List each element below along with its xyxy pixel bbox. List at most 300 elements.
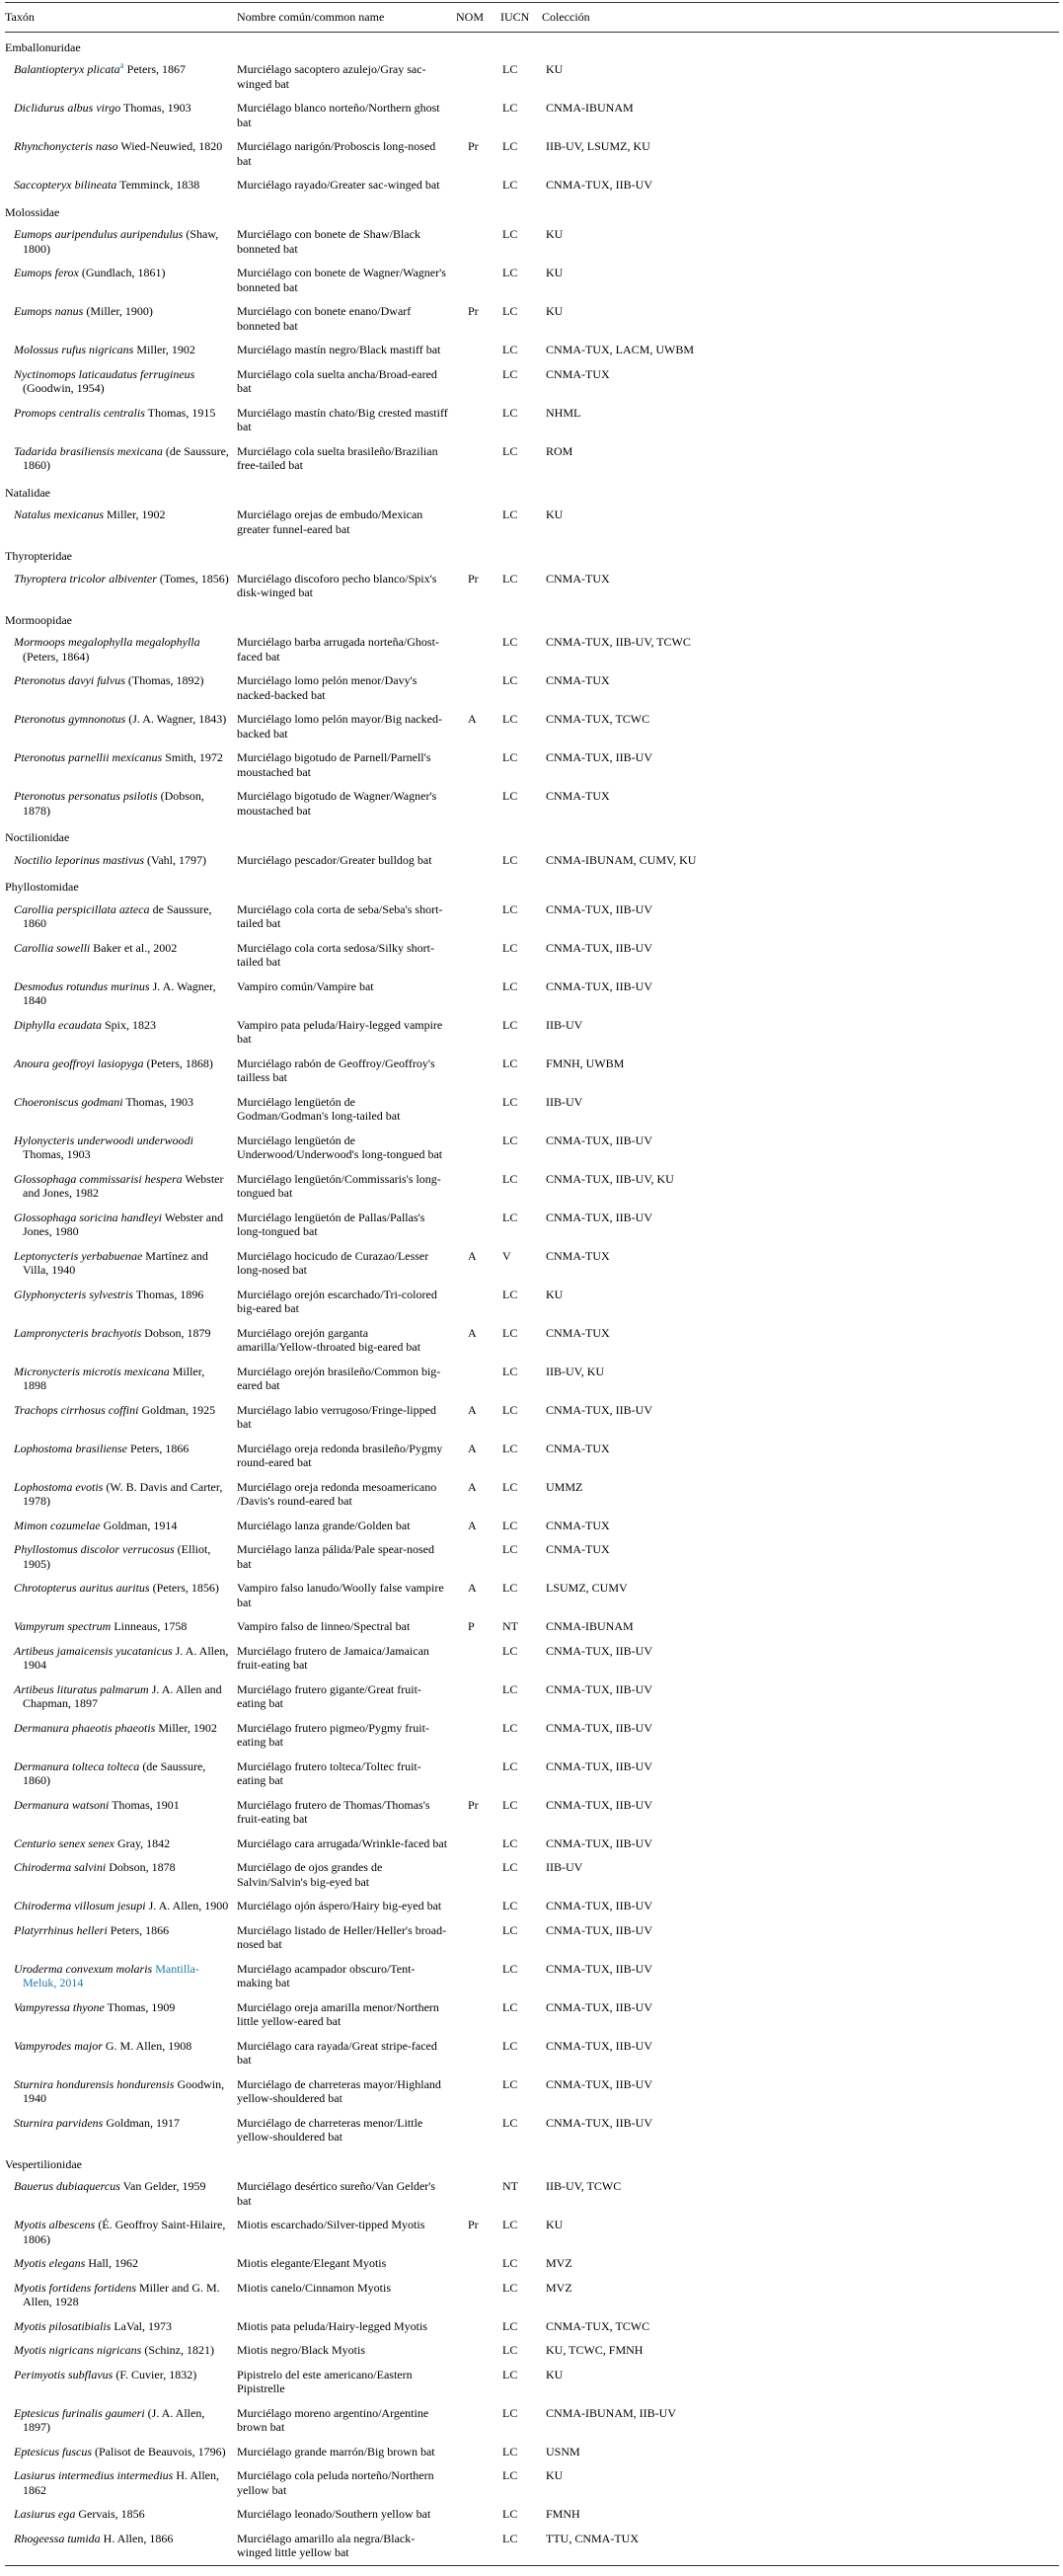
scientific-name: Anoura geoffroyi lasiopyga [14,1055,144,1070]
col-header-iucn: IUCN [500,3,542,33]
nom-status-cell [456,1716,500,1755]
species-row [5,1398,1059,1437]
iucn-status-cell: LC [502,366,518,381]
collection-cell: CNMA-IBUNAM, CUMV, KU [546,852,697,867]
taxon-cell [5,2463,237,2502]
species-row [5,338,1059,362]
taxon-text [5,1095,229,1110]
taxon-text [5,2116,229,2131]
taxon-cell [5,2276,237,2314]
iucn-status-cell: LC [502,1860,518,1874]
author-citation: (Thomas, 1892) [124,673,204,687]
author-citation: Miller, 1902 [133,343,195,356]
nom-status-cell [456,1855,500,1894]
taxon-cell [5,975,237,1013]
scientific-name: Chiroderma salvini [14,1860,107,1874]
species-row [5,936,1059,975]
scientific-name: Hylonycteris underwoodi underwoodi [14,1132,193,1147]
taxon-cell [5,784,237,822]
col-header-taxon: Taxón [5,3,237,33]
iucn-status-cell: LC [502,304,518,318]
taxon-text [5,2256,229,2271]
common-name-cell: Murciélago cola corta sedosa/Silky short-tailed bat [237,940,434,969]
taxon-cell [5,1832,237,1856]
common-name-cell: Miotis pata peluda/Hairy-legged Myotis [237,2318,427,2333]
iucn-status-cell: LC [502,1581,518,1595]
common-name-cell: Murciélago amarillo ala negra/Black-winged little yellow bat [237,2531,416,2559]
scientific-name: Molossus rufus nigricans [14,343,134,356]
species-row [5,2401,1059,2440]
family-name: Mormoopidae [5,612,72,627]
taxon-cell [5,2440,237,2464]
taxon-text [5,789,229,818]
author-citation: Smith, 1972 [162,750,223,764]
taxon-cell [5,1514,237,1538]
nom-status-cell [456,898,500,936]
author-citation: J. A. Allen, 1904 [23,1643,229,1672]
common-name-cell: Murciélago lanza pálida/Pale spear-nosed bat [237,1542,435,1571]
collection-cell: CNMA-TUX [546,789,610,803]
taxon-text [5,941,229,956]
taxon-cell [5,1475,237,1514]
nom-status-cell [456,173,500,197]
species-row [5,1360,1059,1398]
taxon-cell [5,2174,237,2213]
collection-cell: KU [546,266,564,279]
nom-status-cell [456,1639,500,1678]
iucn-status-cell: LC [502,266,518,279]
author-citation: Dobson, 1879 [141,1325,211,1340]
taxon-cell [5,1576,237,1614]
iucn-status-cell: LC [502,635,518,649]
species-row [5,630,1059,668]
taxon-text [5,673,229,688]
collection-cell: CNMA-IBUNAM [546,1619,634,1633]
taxon-text [5,1210,229,1239]
species-row [5,1437,1059,1475]
author-citation: (Peters, 1864) [23,649,90,664]
nom-status-cell [456,1129,500,1167]
collection-cell: CNMA-TUX, TCWC [546,2318,650,2333]
taxon-cell [5,503,237,541]
author-citation: (Vahl, 1797) [144,852,206,867]
species-row [5,567,1059,605]
taxon-cell [5,567,237,605]
taxon-text [5,1682,229,1711]
nom-status-cell [456,1918,500,1957]
iucn-status-cell: LC [502,2444,518,2459]
nom-status-cell: Pr [468,1797,479,1812]
nom-status-cell [456,1013,500,1052]
iucn-status-cell: LC [502,1479,518,1494]
author-citation: (Elliot, 1905) [23,1542,211,1571]
species-row [5,2363,1059,2401]
collection-cell: CNMA-TUX, IIB-UV [546,1681,652,1696]
scientific-name: Micronycteris microtis mexicana [14,1364,170,1378]
scientific-name: Centurio senex senex [14,1835,114,1850]
taxon-text [5,2406,229,2435]
species-row [5,439,1059,478]
nom-status-cell: A [468,1325,477,1340]
taxon-cell [5,57,237,96]
common-name-cell: Murciélago lengüetón de Pallas/Pallas's long-tongued bat [237,1210,425,1238]
species-row [5,2213,1059,2251]
collection-cell: CNMA-TUX, IIB-UV [546,901,652,916]
species-row [5,2463,1059,2502]
nom-status-cell [456,2174,500,2213]
species-row [5,362,1059,401]
species-row [5,707,1059,745]
family-name: Molossidae [5,204,60,219]
nom-status-cell [456,1957,500,1995]
species-row [5,1957,1059,1995]
author-citation: Thomas, 1903 [23,1147,91,1161]
taxon-text [5,2281,229,2309]
iucn-status-cell: NT [502,1619,518,1633]
collection-cell: IIB-UV, LSUMZ, KU [546,139,650,153]
scientific-name: Pteronotus parnellii mexicanus [14,750,163,764]
collection-cell: NHML [546,405,581,420]
species-row [5,2111,1059,2149]
scientific-name: Thyroptera tricolor albiventer [14,571,157,585]
author-citation: Peters, 1867 [123,62,186,76]
nom-status-cell [456,784,500,822]
taxon-cell [5,630,237,668]
scientific-name: Dermanura phaeotis phaeotis [14,1720,156,1735]
species-row [5,134,1059,173]
species-row [5,898,1059,936]
iucn-status-cell: LC [502,2256,518,2270]
taxon-cell [5,362,237,401]
author-citation: (W. B. Davis and Carter, 1978) [23,1479,223,1508]
scientific-name: Glossophaga soricina handleyi [14,1210,162,1224]
nom-status-cell [456,848,500,873]
scientific-name: Tadarida brasiliensis mexicana [14,443,163,458]
nom-status-cell [456,1995,500,2034]
family-name: Emballonuridae [5,39,81,54]
taxon-text [5,1403,229,1418]
species-row [5,1678,1059,1716]
collection-cell: UMMZ [546,1479,583,1494]
nom-status-cell [456,630,500,668]
iucn-status-cell: LC [502,1797,518,1812]
species-row [5,96,1059,134]
scientific-name: Promops centralis centralis [14,405,145,420]
species-row [5,1129,1059,1167]
iucn-status-cell: LC [502,2318,518,2333]
taxon-cell [5,1206,237,1244]
taxon-text [5,507,229,522]
nom-status-cell [456,57,500,96]
common-name-cell: Murciélago orejas de embudo/Mexican greater funnel-eared bat [237,507,423,536]
common-name-cell: Murciélago bigotudo de Parnell/Parnell's moustached bat [237,750,431,779]
scientific-name: Eumops auripendulus auripendulus [14,227,184,241]
scientific-name: Myotis elegans [14,2256,86,2270]
family-row [5,478,1059,504]
collection-cell: MVZ [546,2256,572,2270]
scientific-name: Lasiurus intermedius intermedius [14,2468,174,2482]
taxon-text [5,2179,229,2194]
taxon-cell [5,1614,237,1639]
nom-status-cell [456,261,500,299]
taxon-cell [5,1090,237,1129]
common-name-cell: Murciélago mastín negro/Black mastiff bat [237,343,441,356]
iucn-status-cell: LC [502,443,518,458]
taxon-cell [5,1855,237,1894]
nom-status-cell [456,1537,500,1576]
scientific-name: Carollia sowelli [14,940,91,955]
family-name: Noctilionidae [5,830,70,844]
collection-cell: IIB-UV [546,1094,583,1109]
author-citation: Linneaus, 1758 [111,1619,188,1633]
common-name-cell: Murciélago ojón áspero/Hairy big-eyed bat [237,1899,442,1912]
nom-status-cell [456,2440,500,2464]
collection-cell: CNMA-TUX, IIB-UV [546,1922,652,1937]
author-citation: (Miller, 1900) [83,304,153,318]
taxon-text [5,2468,229,2497]
iucn-status-cell: LC [502,1055,518,1070]
author-citation: Goldman, 1917 [103,2115,181,2130]
iucn-status-cell: LC [502,673,518,687]
scientific-name: Eptesicus furinalis gaumeri [14,2405,145,2420]
family-row [5,822,1059,848]
collection-cell: USNM [546,2444,580,2459]
taxon-cell [5,1894,237,1918]
nom-status-cell [456,1755,500,1793]
species-row [5,1206,1059,1244]
common-name-cell: Murciélago sacoptero azulejo/Gray sac-winged bat [237,62,426,91]
nom-status-cell: P [468,1619,475,1633]
scientific-name: Natalus mexicanus [14,507,104,521]
iucn-status-cell: LC [502,712,518,726]
species-row [5,1793,1059,1832]
taxon-cell [5,2314,237,2339]
species-row [5,222,1059,261]
taxon-cell [5,745,237,784]
taxon-text [5,1798,229,1813]
nom-status-cell [456,1360,500,1398]
taxon-cell [5,1995,237,2034]
nom-status-cell: A [468,1581,477,1595]
author-citation: Temminck, 1838 [116,178,200,192]
taxon-text [5,1365,229,1393]
collection-cell: CNMA-TUX [546,1248,610,1263]
taxon-cell [5,2072,237,2111]
iucn-status-cell: LC [502,2038,518,2053]
species-row [5,1614,1059,1639]
family-row [5,32,1059,57]
author-citation: (F. Cuvier, 1832) [113,2367,197,2381]
iucn-status-cell: LC [502,1364,518,1378]
scientific-name: Myotis fortidens fortidens [14,2280,136,2295]
scientific-name: Sturnira parvidens [14,2115,104,2130]
col-header-collection: Colección [542,3,1059,33]
scientific-name: Pteronotus personatus psilotis [14,789,158,803]
scientific-name: Rhogeessa tumida [14,2531,101,2545]
family-name: Natalidae [5,485,50,500]
species-row [5,1755,1059,1793]
scientific-name: Mimon cozumelae [14,1518,101,1532]
author-citation: Goldman, 1914 [100,1518,178,1532]
author-citation: (Shaw, 1800) [23,227,219,256]
scientific-name: Carollia perspicillata azteca [14,901,150,916]
author-citation: (J. A. Allen, 1897) [23,2405,205,2434]
species-row [5,1475,1059,1514]
taxon-text [5,1542,229,1571]
common-name-cell: Murciélago cara arrugada/Wrinkle-faced bat [237,1835,448,1850]
scientific-name: Lophostoma evotis [14,1479,104,1494]
taxon-cell [5,936,237,975]
author-citation: Spix, 1823 [101,1017,156,1032]
collection-cell: KU [546,304,564,318]
taxon-cell [5,1129,237,1167]
author-citation: (de Saussure, 1860) [23,1758,206,1787]
nom-status-cell [456,1832,500,1856]
collection-cell: KU [546,2367,564,2381]
taxon-text [5,572,229,586]
collection-cell: CNMA-TUX, IIB-UV [546,1643,652,1658]
common-name-cell: Vampiro falso de linneo/Spectral bat [237,1619,411,1633]
iucn-status-cell: V [502,1248,511,1263]
scientific-name: Sturnira hondurensis hondurensis [14,2076,175,2091]
author-citation: Thomas, 1903 [122,1094,194,1109]
scientific-name: Choeroniscus godmani [14,1094,123,1109]
iucn-status-cell: LC [502,1643,518,1658]
collection-cell: CNMA-TUX [546,1542,610,1556]
iucn-status-cell: NT [502,2179,518,2193]
scientific-name: Mormoops megalophylla megalophylla [14,635,200,649]
species-row [5,848,1059,873]
species-row [5,261,1059,299]
common-name-cell: Vampiro pata peluda/Hairy-legged vampire bat [237,1017,443,1046]
footnote-marker-link[interactable]: a [119,60,124,70]
common-name-cell: Murciélago orejón garganta amarilla/Yellow-throated big-eared bat [237,1325,421,1354]
author-citation: Peters, 1866 [127,1441,190,1455]
author-citation: Goodwin, 1940 [23,2076,225,2105]
scientific-name: Pteronotus gymnonotus [14,712,126,726]
scientific-name: Artibeus lituratus palmarum [14,1681,149,1696]
taxon-text [5,1018,229,1033]
author-citation: Webster and Jones, 1982 [23,1171,224,1200]
species-row [5,299,1059,338]
author-citation: J. A. Allen, 1900 [145,1899,229,1912]
common-name-cell: Murciélago rabón de Geoffroy/Geoffroy's tailless bat [237,1055,435,1084]
taxon-text [5,1442,229,1456]
taxon-cell [5,2213,237,2251]
collection-cell: CNMA-IBUNAM [546,101,634,115]
nom-status-cell [456,936,500,975]
nom-status-cell [456,1206,500,1244]
taxon-cell [5,222,237,261]
species-row [5,1167,1059,1206]
nom-status-cell [456,1052,500,1090]
iucn-status-cell: LC [502,2076,518,2091]
iucn-status-cell: LC [502,978,518,993]
common-name-cell: Murciélago lengüetón de Underwood/Underwood's long-tongued bat [237,1132,443,1161]
common-name-cell: Murciélago labio verrugoso/Fringe-lipped bat [237,1402,436,1431]
taxon-text [5,1644,229,1673]
scientific-name: Diclidurus albus virgo [14,101,121,115]
collection-cell: FMNH [546,2507,580,2521]
common-name-cell: Murciélago listado de Heller/Heller's broad-nosed bat [237,1922,447,1951]
nom-status-cell [456,1283,500,1321]
nom-status-cell [456,1167,500,1206]
iucn-status-cell: LC [502,1899,518,1912]
nom-status-cell [456,222,500,261]
nom-status-cell [456,338,500,362]
family-name: Phyllostomidae [5,880,79,894]
author-citation: Webster and Jones, 1980 [23,1210,224,1238]
collection-cell: CNMA-TUX, IIB-UV [546,1999,652,2014]
author-citation: (Peters, 1856) [149,1581,219,1595]
nom-status-cell: A [468,712,477,726]
species-row [5,1283,1059,1321]
common-name-cell: Murciélago discoforo pecho blanco/Spix's disk-winged bat [237,571,437,599]
collection-cell: CNMA-TUX, TCWC [546,712,650,726]
species-row [5,1052,1059,1090]
species-row [5,2338,1059,2363]
common-name-cell: Murciélago frutero tolteca/Toltec fruit-eating bat [237,1758,421,1787]
taxon-text [5,2507,229,2522]
reference-link[interactable]: Mantilla-Meluk, 2014 [23,1961,199,1990]
scientific-name: Desmodus rotundus murinus [14,978,150,993]
author-citation: Thomas, 1903 [120,101,191,115]
taxon-text [5,2343,229,2358]
iucn-status-cell: LC [502,1402,518,1417]
collection-cell: CNMA-TUX, IIB-UV [546,978,652,993]
iucn-status-cell: LC [502,62,518,76]
species-row [5,401,1059,439]
taxon-text [5,1133,229,1162]
nom-status-cell: Pr [468,571,479,585]
common-name-cell: Murciélago pescador/Greater bulldog bat [237,852,432,867]
collection-cell: IIB-UV [546,1860,583,1874]
taxon-text [5,139,229,154]
iucn-status-cell: LC [502,2507,518,2521]
author-citation: Thomas, 1909 [104,1999,176,2014]
collection-cell: CNMA-TUX, IIB-UV, TCWC [546,635,691,649]
common-name-cell: Miotis canelo/Cinnamon Myotis [237,2280,391,2295]
iucn-status-cell: LC [502,1017,518,1032]
taxon-cell [5,2034,237,2072]
taxon-text [5,1249,229,1278]
common-name-cell: Murciélago cola suelta ancha/Broad-eared bat [237,366,437,395]
author-citation: Baker et al., 2002 [90,940,178,955]
common-name-cell: Murciélago moreno argentino/Argentine brown bat [237,2405,429,2434]
collection-cell: CNMA-TUX, IIB-UV [546,2076,652,2091]
species-row [5,1832,1059,1856]
scientific-name: Phyllostomus discolor verrucosus [14,1542,175,1556]
scientific-name: Rhynchonycteris naso [14,139,118,153]
collection-cell: IIB-UV, KU [546,1364,605,1378]
species-row [5,1090,1059,1129]
species-row [5,173,1059,197]
collection-cell: CNMA-TUX, IIB-UV, KU [546,1171,674,1186]
common-name-cell: Murciélago mastín chato/Big crested mastiff bat [237,405,448,433]
iucn-status-cell: LC [502,2367,518,2381]
common-name-cell: Murciélago rayado/Greater sac-winged bat [237,178,440,192]
species-row [5,2440,1059,2464]
nom-status-cell: A [468,1479,477,1494]
iucn-status-cell: LC [502,1922,518,1937]
nom-status-cell: A [468,1441,477,1455]
taxon-text [5,1056,229,1071]
common-name-cell: Murciélago hocicudo de Curazao/Lesser long-nosed bat [237,1248,429,1277]
taxon-text [5,444,229,473]
taxon-text [5,902,229,931]
nom-status-cell [456,2338,500,2363]
common-name-cell: Murciélago bigotudo de Wagner/Wagner's moustached bat [237,789,437,818]
